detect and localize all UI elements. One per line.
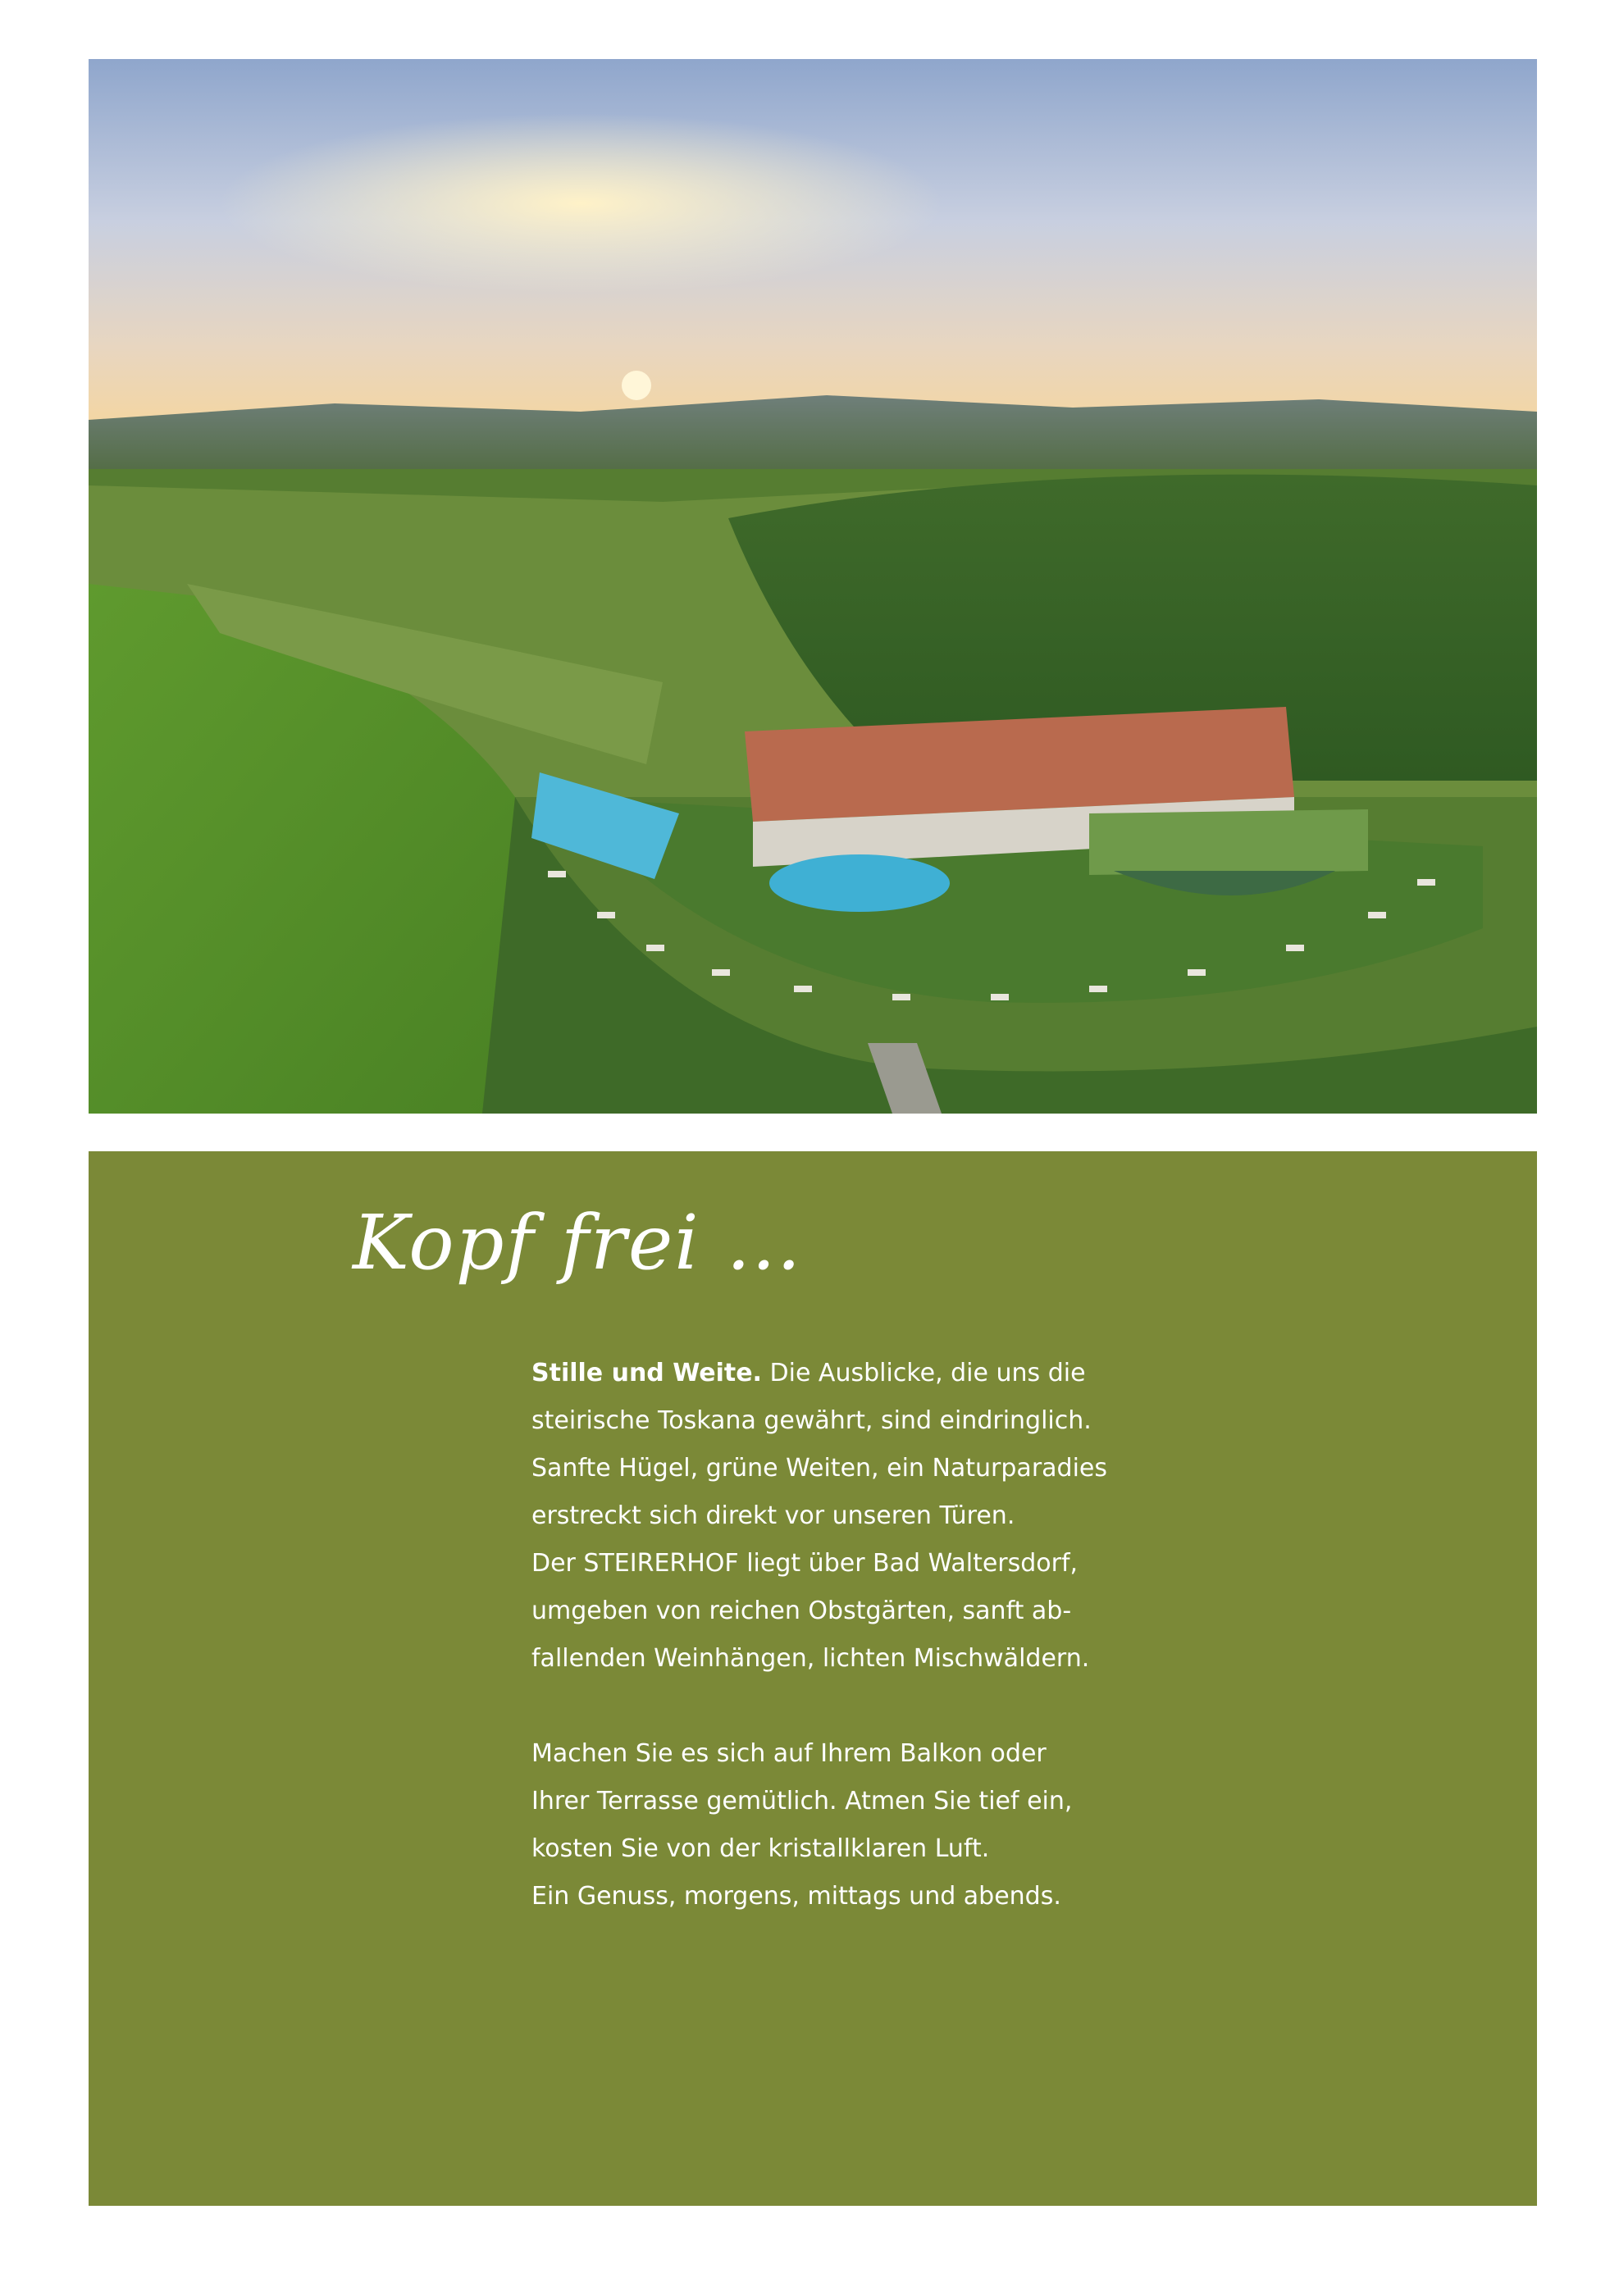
landscape-illustration [89, 59, 1537, 1114]
paragraph-1 [531, 1350, 1155, 1683]
sun [622, 371, 651, 400]
aerial-resort-photo [89, 59, 1537, 1114]
green-roof [1089, 809, 1368, 875]
paragraph-2: Machen Sie es sich auf Ihrem Balkon oder Ihrer Terrasse gemütlich. Atmen Sie tief ein, kosten Sie von der kristallklaren Luft. Ein Genuss, morgens, mittags und abends. [531, 1739, 1073, 1911]
paragraph-1-text: Die Ausblicke, die uns die steirische Toskana gewährt, sind eindringlich. Sanfte Hügel, grüne Weiten, ein Naturparadies erstreckt sich direkt vor unseren Türen. Der STEIRERHOF liegt über Bad Waltersdorf, umgeben von reichen Obstgärten, sanft ab- fallenden Weinhängen, lichten Mischwäldern. [531, 1359, 1107, 1673]
text-panel [89, 1151, 1537, 2206]
page-heading: Kopf frei … [353, 1199, 803, 1287]
body-text [531, 1350, 1155, 1920]
paragraph-1-lead: Stille und Weite. [531, 1359, 762, 1387]
thermal-pool [769, 854, 950, 912]
